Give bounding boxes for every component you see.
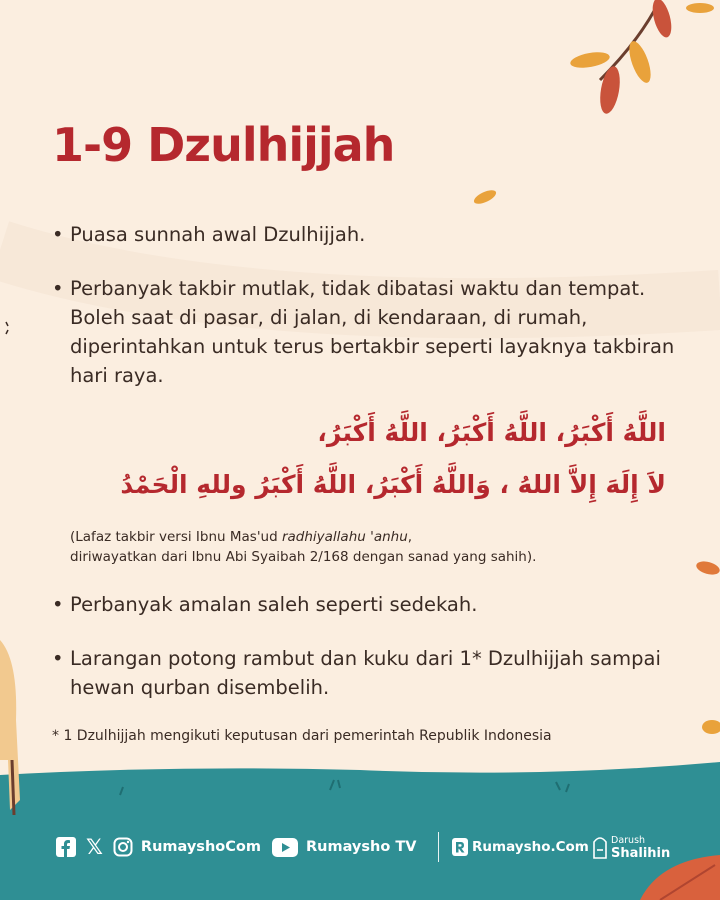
website-link[interactable] [452, 838, 589, 856]
youtube-link[interactable] [272, 838, 416, 857]
bullet-item-hair-nails: • Larangan potong rambut dan kuku dari 1* Dzulhijjah sampai hewan qurban disembelih. [52, 644, 710, 702]
footnote: * 1 Dzulhijjah mengikuti keputusan dari pemerintah Republik Indonesia [52, 728, 552, 744]
partner-logo [592, 834, 670, 860]
bullet-item-fasting: • Puasa sunnah awal Dzulhijjah. [52, 220, 710, 249]
bullet-item-takbir: • Perbanyak takbir mutlak, tidak dibatasi waktu dan tempat. Boleh saat di pasar, di jalan, di kendaraan, di rumah, diperintahkan untuk terus bertakbir seperti layaknya takbiran hari raya. [52, 274, 690, 390]
note-suffix: , [407, 529, 413, 545]
partner-line2: Shalihin [611, 846, 671, 861]
note-italic: radhiyallahu 'anhu [281, 529, 408, 545]
youtube-icon[interactable] [272, 838, 298, 857]
footer-divider [438, 832, 439, 862]
social-handle[interactable]: RumayshoCom [140, 839, 261, 855]
instagram-icon[interactable] [113, 837, 133, 857]
darush-shalihin-emblem-icon [592, 834, 608, 860]
youtube-handle[interactable]: Rumaysho TV [306, 839, 417, 855]
arabic-takbir-line1: اللَّهُ أَكْبَرُ، اللَّهُ أَكْبَرُ، اللَّهُ أَكْبَرُ، [317, 418, 666, 447]
x-icon[interactable]: 𝕏 [86, 835, 103, 859]
website-label[interactable]: Rumaysho.Com [472, 839, 589, 855]
note-line2: diriwayatkan dari Ibnu Abi Syaibah 2/168 dengan sanad yang sahih). [70, 549, 537, 565]
page-title: 1-9 Dzulhijjah [52, 118, 395, 172]
social-links [56, 835, 261, 859]
note-prefix: (Lafaz takbir versi Ibnu Mas'ud [70, 529, 282, 545]
facebook-icon[interactable] [56, 837, 76, 857]
rumaysho-logo-icon [452, 838, 468, 856]
footer-bar [0, 822, 720, 872]
partner-line1: Darush [611, 835, 646, 846]
bullet-item-charity: • Perbanyak amalan saleh seperti sedekah. [52, 590, 710, 619]
takbir-source-note [70, 527, 690, 567]
arabic-takbir-line2: لاَ إِلَهَ إِلاَّ اللهُ ، وَاللَّهُ أَكْبَرُ، اللَّهُ أَكْبَرُ وللهِ الْحَمْدُ [120, 470, 666, 499]
